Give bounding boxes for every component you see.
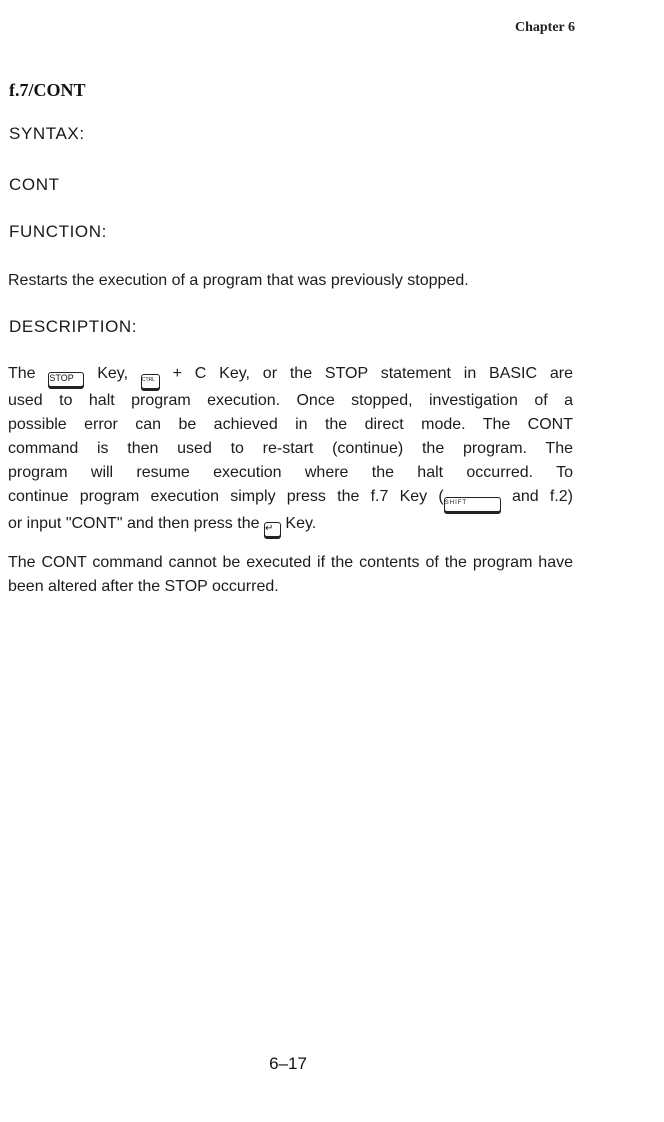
- description-line-3: possible error can be achieved in the direct mode. The CONT: [8, 416, 573, 433]
- shift-key-icon: SHIFT: [444, 497, 501, 512]
- description-line-4: command is then used to re-start (continue) the program. The: [8, 440, 573, 457]
- syntax-heading: SYNTAX:: [9, 124, 85, 143]
- text-stop-statement: + C Key, or the STOP statement in BASIC are: [172, 365, 573, 382]
- restriction-paragraph: The CONT command cannot be executed if the contents of the program have been altered after the STOP occurred.: [8, 554, 573, 595]
- text-key-end: Key.: [285, 515, 317, 532]
- text-and-f2: and f.2): [511, 488, 574, 505]
- return-key-icon: ↵: [264, 522, 281, 537]
- function-text: Restarts the execution of a program that was previously stopped.: [8, 272, 469, 289]
- function-heading: FUNCTION:: [9, 222, 107, 241]
- description-line-1: [8, 362, 573, 389]
- description-line-7: [8, 512, 573, 537]
- text-continue: continue program execution simply press the f.7 Key (: [8, 488, 444, 505]
- text-or-input: or input "CONT" and then press the: [8, 515, 260, 532]
- stop-key-icon: STOP: [48, 372, 84, 387]
- description-heading: DESCRIPTION:: [9, 317, 138, 336]
- text-the: The: [8, 365, 36, 382]
- page-number: 6–17: [269, 1054, 307, 1073]
- command-title: f.7/CONT: [9, 80, 86, 100]
- syntax-text: CONT: [9, 175, 60, 194]
- description-line-5: program will resume execution where the halt occurred. To: [8, 464, 573, 481]
- text-key: Key,: [97, 365, 129, 382]
- ctrl-key-icon: CTRL: [141, 374, 160, 389]
- description-line-2: used to halt program execution. Once stopped, investigation of a: [8, 392, 573, 409]
- description-line-6: [8, 485, 573, 512]
- chapter-header: Chapter 6: [514, 20, 575, 35]
- description-paragraph: [8, 362, 573, 537]
